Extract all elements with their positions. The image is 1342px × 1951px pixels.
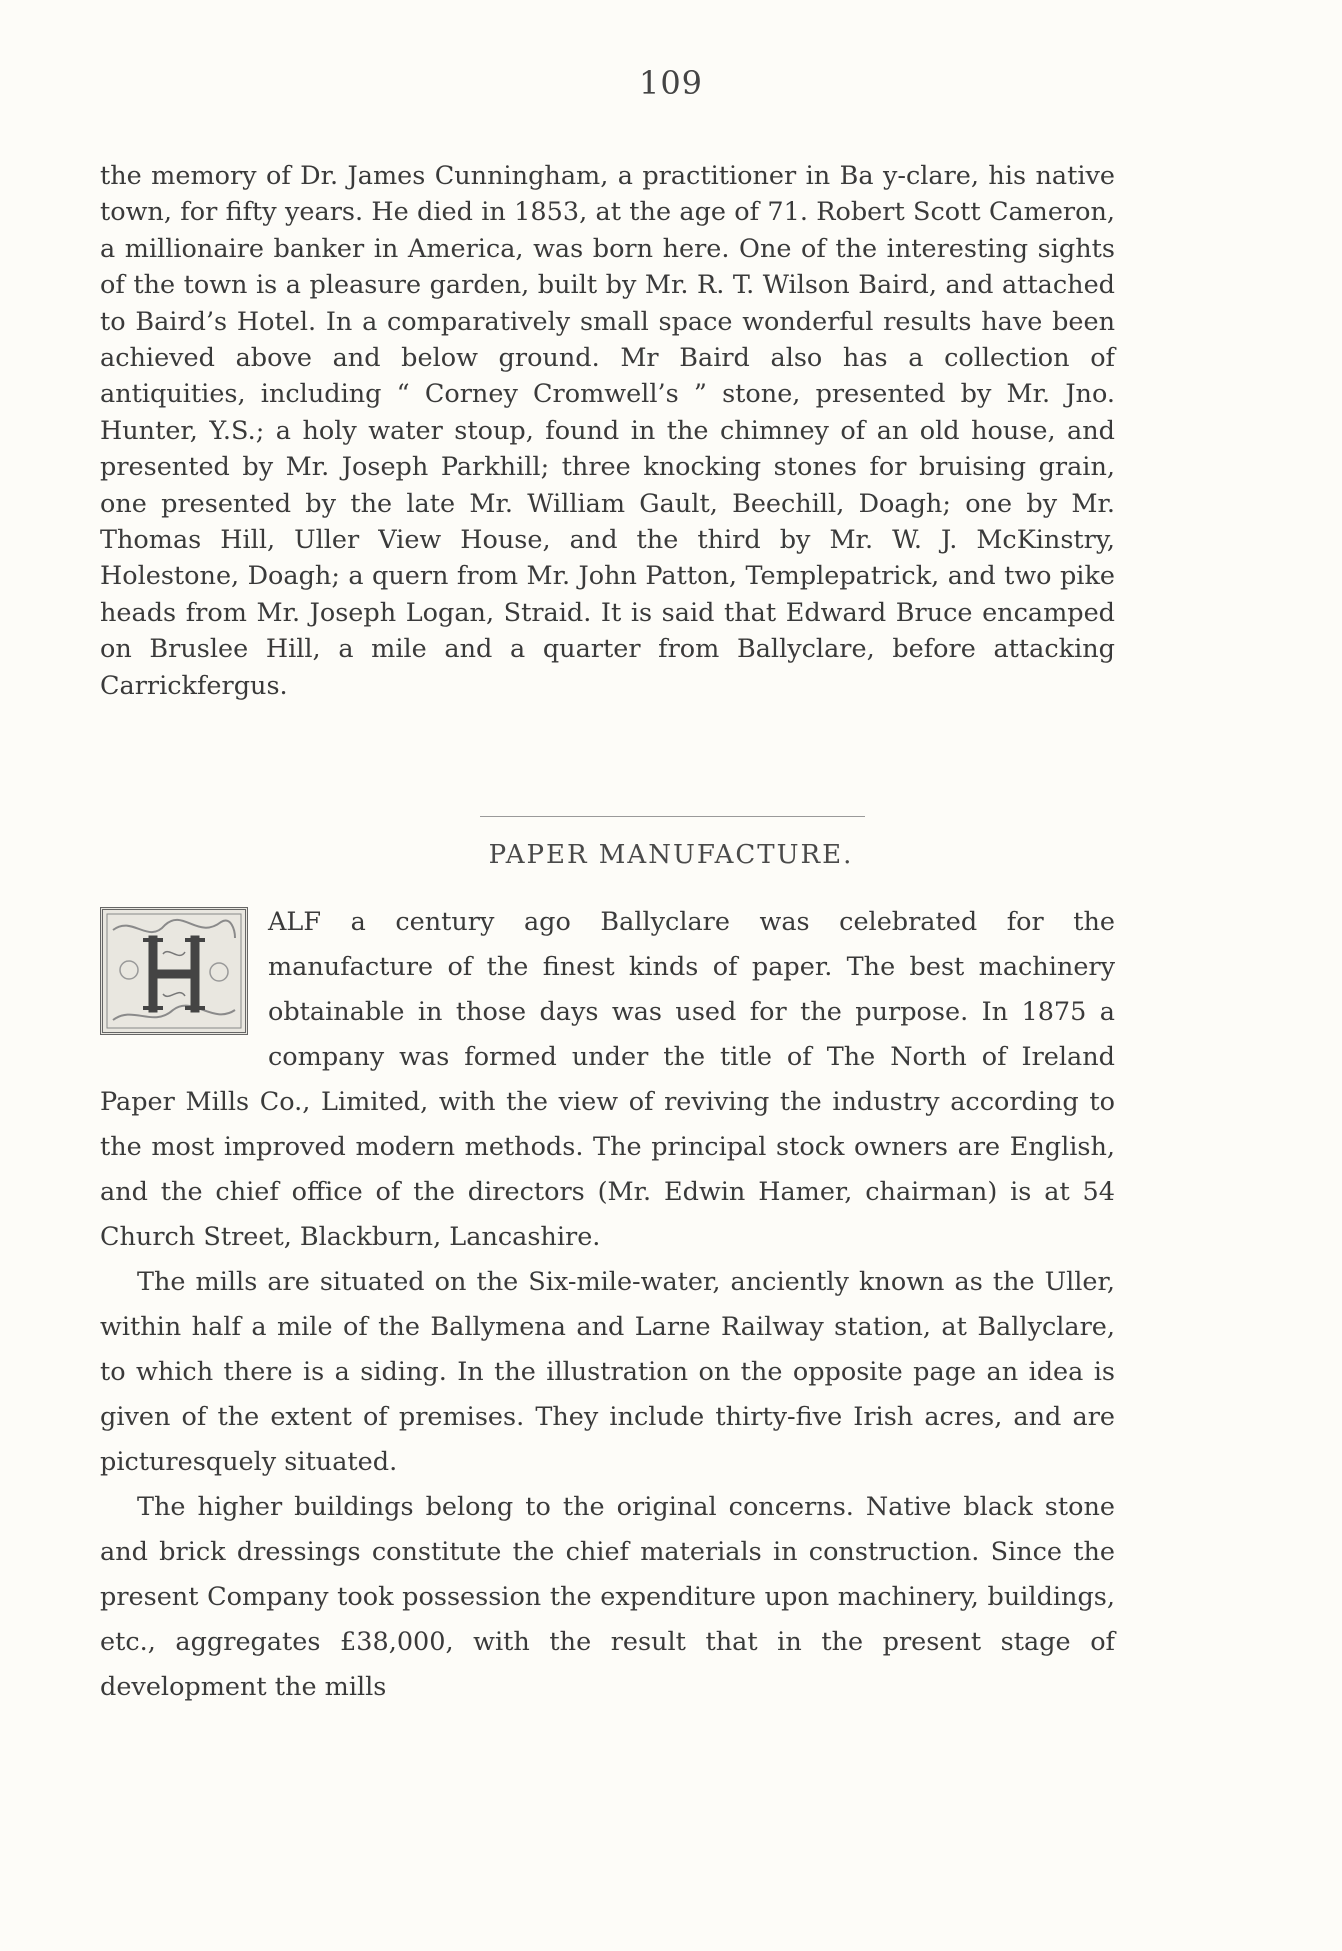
section-paragraph: The mills are situated on the Six-mile-water, anciently known as the Uller, within half a mile of the Ballymena and Larne Railway station, at Ballyclare, to which there is a siding. In the illustration on the opposite page an idea is given of the extent of premises. They include thirty-five Irish acres, and are picturesquely situated. [100, 1267, 1115, 1477]
section-body [100, 900, 1115, 1710]
drop-cap-ornament [100, 907, 248, 1035]
body-paragraph: the memory of Dr. James Cunningham, a practitioner in Ba y-clare, his native town, for fifty years. He died in 1853, at the age of 71. Robert Scott Cameron, a millionaire banker in America, was born here. One of the interesting sights of the town is a pleasure garden, built by Mr. R. T. Wilson Baird, and attached to Baird’s Hotel. In a comparatively small space wonderful results have been achieved above and below ground. Mr Baird also has a collection of antiquities, including “ Corney Cromwell’s ” stone, presented by Mr. Jno. Hunter, Y.S.; a holy water stoup, found in the chimney of an old house, and presented by Mr. Joseph Parkhill; three knocking stones for bruising grain, one presented by the late Mr. William Gault, Beechill, Doagh; one by Mr. Thomas Hill, Uller View House, and the third by Mr. W. J. McKinstry, Holestone, Doagh; a quern from Mr. John Patton, Templepatrick, and two pike heads from Mr. Joseph Logan, Straid. It is said that Edward Bruce encamped on Bruslee Hill, a mile and a quarter from Ballyclare, before attacking Carrickfergus. [100, 161, 1115, 701]
section-heading: PAPER MANUFACTURE. [488, 840, 854, 870]
section-paragraph [100, 900, 1115, 1260]
section-paragraph-text: ALF a century ago Ballyclare was celebrated for the manufacture of the finest kinds of paper. The best machinery obtainable in those days was used for the purpose. In 1875 a company was formed under the title of The North of Ireland Paper Mills Co., Limited, with the view of reviving the industry according to the most improved modern methods. The principal stock owners are English, and the chief office of the directors (Mr. Edwin Hamer, chairman) is at 54 Church Street, Blackburn, Lancashire. [100, 907, 1115, 1252]
page-number: 109 [638, 64, 704, 102]
section-divider [480, 816, 865, 817]
drop-cap-letter-image [103, 910, 245, 1032]
section-paragraph: The higher buildings belong to the original concerns. Native black stone and brick dressings constitute the chief materials in construction. Since the present Company took possession the expenditure upon machinery, buildings, etc., aggregates £38,000, with the result that in the present stage of development the mills [100, 1492, 1115, 1702]
